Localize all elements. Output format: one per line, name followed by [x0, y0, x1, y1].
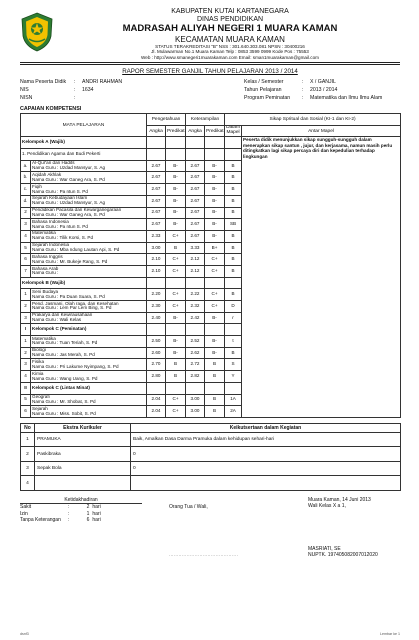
pengetahuan-predikat: C+ — [166, 265, 186, 277]
keterampilan-angka: 2.67 — [186, 160, 205, 172]
subject-cell — [31, 301, 147, 313]
extra-description: Baik, Amalkan Dasa Darma Pramuka dalam kehidupan sehari-hari — [131, 432, 401, 447]
empty-cell — [166, 382, 186, 394]
subject-name: Sejarah Indonesia — [32, 242, 70, 248]
attendance-unit: hari — [92, 510, 101, 517]
class-label: Kelas / Semester — [244, 79, 284, 86]
extra-number: 1 — [21, 432, 35, 447]
pengetahuan-angka: 2.33 — [147, 230, 166, 242]
teacher-name: Nama Guru : Pa ntun S. Pd — [32, 188, 88, 194]
pengetahuan-predikat: C+ — [166, 254, 186, 266]
student-name-label: Nama Peserta Didik — [20, 79, 67, 86]
keterampilan-predikat: B — [205, 359, 225, 371]
group-title: Kelompok A (Wajib) — [21, 137, 147, 149]
pengetahuan-predikat: B — [166, 371, 186, 383]
pengetahuan-predikat: C+ — [166, 406, 186, 418]
subject-cell — [31, 195, 147, 207]
empty-cell — [225, 382, 242, 394]
sikap-dalam-mapel: SB — [225, 219, 242, 231]
subject-cell — [31, 289, 147, 301]
extra-number: 4 — [21, 476, 35, 491]
keterampilan-predikat: B- — [205, 347, 225, 359]
school-name: MADRASAH ALIYAH NEGERI 1 MUARA KAMAN — [122, 23, 338, 35]
subject-cell — [31, 336, 147, 348]
report-title: RAPOR SEMESTER GANJIL TAHUN PELAJARAN 2013 / 2014 — [122, 68, 298, 76]
empty-cell — [166, 137, 186, 149]
teacher-name: Nama Guru : Miss. Sobit, S. Pd — [32, 410, 96, 416]
keterampilan-angka: 3.00 — [186, 394, 205, 406]
header-dalam-mapel: Dalam Mapel — [226, 125, 240, 136]
report-card-page — [20, 8, 400, 636]
keterampilan-angka: 2.12 — [186, 254, 205, 266]
header-predikat: Predikat — [205, 125, 225, 137]
teacher-name: Nama Guru : Mba ndung Lautan Api, S. Pd — [32, 246, 120, 252]
keterampilan-predikat: B- — [205, 336, 225, 348]
homeroom-nip: NUPTK. 197405082007012020 — [308, 552, 378, 559]
keterampilan-predikat: B- — [205, 160, 225, 172]
pengetahuan-predikat: B- — [166, 312, 186, 324]
teacher-name: Nama Guru : Jas Merah, S. Pd — [32, 352, 95, 358]
attendance-unit: hari — [92, 517, 101, 524]
pengetahuan-angka: 2.50 — [147, 336, 166, 348]
subject-cell — [31, 254, 147, 266]
group-title: Kelompok B (Wajib) — [21, 277, 147, 289]
sikap-dalam-mapel: B — [225, 347, 242, 359]
subject-name: Pend. Jasmani, Olah raga, dan Kesehatan — [32, 300, 119, 306]
sikap-dalam-mapel: 2A — [225, 406, 242, 418]
header-angka: Angka — [147, 125, 166, 137]
sikap-dalam-mapel: B — [225, 160, 242, 172]
keterampilan-predikat: B- — [205, 219, 225, 231]
footer-code: dsnf3 — [20, 632, 29, 636]
header-keterampilan: Keterampilan — [186, 114, 225, 126]
extra-number: 2 — [21, 447, 35, 462]
empty-cell — [147, 137, 166, 149]
nis-value: 1634 — [82, 87, 94, 94]
subject-name: Geografi — [32, 394, 50, 400]
class-value: X / GANJIL — [310, 79, 336, 86]
subject-name: Bahasa Indonesia — [32, 218, 69, 224]
subject-number: 5 — [21, 242, 31, 254]
group-title: Kelompok C (Lintas Minat) — [31, 382, 147, 394]
year-label: Tahun Pelajaran — [244, 87, 282, 94]
subject-cell — [31, 184, 147, 196]
pengetahuan-predikat: B- — [166, 160, 186, 172]
subgroup-title: 1. Pendidikan Agama dan Budi Pekerti — [21, 149, 147, 161]
subject-name: Bahasa Arab — [32, 265, 59, 271]
subject-number: 2 — [21, 347, 31, 359]
pengetahuan-predikat: B- — [166, 347, 186, 359]
keterampilan-predikat: B+ — [205, 242, 225, 254]
student-info: Nama Peserta Didik : ANDRI RAHMAN NIS : 1634 NISN : Kelas / Semester : X / GANJIL Tahun Pelajaran : 2013 / 2014 Program Peminatan : Matematika dan Ilmu Ilmu Alam — [20, 79, 383, 102]
subject-number: 6 — [21, 254, 31, 266]
header-angka: Angka — [186, 125, 205, 137]
subject-number: 4 — [21, 371, 31, 383]
pengetahuan-angka: 2.67 — [147, 219, 166, 231]
pengetahuan-predikat: B- — [166, 219, 186, 231]
subject-number: 3 — [21, 219, 31, 231]
attendance-unit: hari — [92, 503, 101, 510]
extracurricular-table — [20, 423, 401, 491]
attendance-row — [20, 504, 142, 511]
subject-name: Prakarya dan Kewirausahaan — [32, 312, 93, 318]
kukar-logo-icon — [20, 12, 54, 52]
group-row — [21, 137, 401, 149]
pengetahuan-angka: 3.00 — [147, 242, 166, 254]
subject-name: Matematika — [32, 335, 56, 341]
teacher-name: Nama Guru : War Ganeg Ara, S. Pd — [32, 176, 105, 182]
empty-cell — [225, 149, 242, 161]
empty-cell — [205, 137, 225, 149]
subject-number: d. — [21, 195, 31, 207]
subject-number: 6 — [21, 406, 31, 418]
subject-number: c. — [21, 184, 31, 196]
regency-name: KABUPATEN KUTAI KARTANEGARA — [171, 8, 289, 15]
keterampilan-angka: 2.67 — [186, 207, 205, 219]
teacher-name: Nama Guru : Pa ntun S. Pd — [32, 223, 88, 229]
keterampilan-predikat: C+ — [205, 301, 225, 313]
subject-cell — [31, 312, 147, 324]
sikap-dalam-mapel: r — [225, 312, 242, 324]
empty-cell — [166, 324, 186, 336]
attendance-row — [20, 517, 142, 524]
pengetahuan-angka: 2.20 — [147, 289, 166, 301]
subject-name: Matematika — [32, 230, 56, 236]
subject-cell — [31, 219, 147, 231]
teacher-name: Nama Guru : Lem Par Lem Bing, S. Pd — [32, 305, 112, 311]
keterampilan-angka: 2.62 — [186, 347, 205, 359]
teacher-name: Nama Guru : Tilik Korsi, S. Pd — [32, 235, 94, 241]
sikap-dalam-mapel: B — [225, 289, 242, 301]
teacher-name: Nama Guru : Pa Duan Suara, S. Pd — [32, 293, 105, 299]
header-pengetahuan: Pengetahuan — [147, 114, 186, 126]
subject-number: 1 — [21, 289, 31, 301]
keterampilan-predikat: B- — [205, 195, 225, 207]
keterampilan-predikat: B- — [205, 172, 225, 184]
sikap-dalam-mapel: B — [225, 265, 242, 277]
extra-description: 0 — [131, 447, 401, 462]
keterampilan-angka: 2.67 — [186, 195, 205, 207]
empty-cell — [166, 277, 186, 289]
sikap-dalam-mapel: B — [225, 195, 242, 207]
year-value: 2013 / 2014 — [310, 87, 338, 94]
extra-name: Sepak Bola — [35, 461, 131, 476]
empty-cell — [147, 149, 166, 161]
program-value: Matematika dan Ilmu Ilmu Alam — [310, 95, 383, 102]
pengetahuan-angka: 2.67 — [147, 172, 166, 184]
keterampilan-predikat: B — [205, 406, 225, 418]
extra-row — [21, 476, 401, 491]
footer-sheet: Lembar ke 1 — [380, 632, 400, 636]
empty-cell — [225, 277, 242, 289]
pengetahuan-predikat: B- — [166, 184, 186, 196]
extra-ket-header: Keikutsertaan dalam Kegiatan — [131, 423, 401, 432]
keterampilan-angka: 2.22 — [186, 289, 205, 301]
subject-cell — [31, 207, 147, 219]
subject-name: Aqidah Akhlak — [32, 172, 62, 178]
parent-signature-line: ........................................... — [169, 551, 239, 557]
empty-cell — [205, 324, 225, 336]
teacher-name: Nama Guru : Tuan Teriah, S. Pd — [32, 340, 98, 346]
subject-cell — [31, 371, 147, 383]
empty-cell — [186, 137, 205, 149]
pengetahuan-predikat: C+ — [166, 289, 186, 301]
pengetahuan-predikat: C+ — [166, 230, 186, 242]
school-web: Web : http://www.smanegeri1muarakaman.com Email: sman1muarakaman@gmail.com — [141, 54, 319, 60]
sikap-dalam-mapel: B — [225, 172, 242, 184]
subject-name: Biologi — [32, 347, 46, 353]
pengetahuan-angka: 2.67 — [147, 195, 166, 207]
teacher-name: Nama Guru : Uzdad Mansyur, S. Ag — [32, 165, 106, 171]
keterampilan-predikat: B- — [205, 230, 225, 242]
subject-cell — [31, 242, 147, 254]
attendance-title: Ketidakhadiran — [20, 497, 142, 504]
teacher-name: Nama Guru : — [32, 270, 59, 276]
keterampilan-predikat: C+ — [205, 265, 225, 277]
pengetahuan-predikat: B- — [166, 172, 186, 184]
extra-row — [21, 432, 401, 447]
pengetahuan-angka: 2.40 — [147, 312, 166, 324]
keterampilan-predikat: C+ — [205, 289, 225, 301]
attendance-label: Izin — [20, 510, 28, 517]
pengetahuan-predikat: B- — [166, 195, 186, 207]
student-name: ANDRI RAHMAN — [82, 79, 123, 86]
subject-number: 3 — [21, 359, 31, 371]
subject-name: Kimia — [32, 370, 44, 376]
keterampilan-angka: 2.82 — [186, 371, 205, 383]
keterampilan-angka: 2.72 — [186, 359, 205, 371]
keterampilan-angka: 3.33 — [186, 242, 205, 254]
keterampilan-predikat: B- — [205, 184, 225, 196]
homeroom-signature — [308, 497, 378, 559]
teacher-name: Nama Guru : Pri Lakume Nyimpang, S. Pd — [32, 363, 119, 369]
subject-number: 2 — [21, 207, 31, 219]
header-predikat: Predikat — [166, 125, 186, 137]
extra-row — [21, 461, 401, 476]
subject-name: Pendidikan Pacasila dan Kewarganegaraan — [32, 207, 122, 213]
subject-name: Fiqih — [32, 183, 42, 189]
subject-cell — [31, 394, 147, 406]
pengetahuan-predikat: B — [166, 242, 186, 254]
extra-name — [35, 476, 131, 491]
header-antar-mapel: Antar Mapel — [242, 125, 401, 137]
empty-cell — [205, 382, 225, 394]
empty-cell — [166, 149, 186, 161]
subject-cell — [31, 172, 147, 184]
pengetahuan-angka: 2.80 — [147, 371, 166, 383]
header-sikap: Sikap Spritual dan Sosial (KI-1 dan KI-2) — [225, 114, 401, 126]
keterampilan-angka: 2.67 — [186, 172, 205, 184]
attendance-colon: : — [68, 510, 70, 517]
pengetahuan-predikat: B- — [166, 336, 186, 348]
pengetahuan-angka: 2.04 — [147, 394, 166, 406]
empty-cell — [205, 149, 225, 161]
attendance-colon: : — [68, 503, 70, 510]
agency-name: DINAS PENDIDIKAN — [196, 16, 264, 24]
extra-no-header: No — [21, 423, 35, 432]
nisn-label: NISN — [20, 95, 33, 102]
teacher-name: Nama Guru : Uzdad Mansyur, S. Ag — [32, 200, 106, 206]
keterampilan-predikat: B — [205, 371, 225, 383]
subject-number: 2 — [21, 301, 31, 313]
sikap-dalam-mapel: 1A — [225, 394, 242, 406]
empty-cell — [186, 382, 205, 394]
sikap-dalam-mapel: B — [225, 254, 242, 266]
pengetahuan-predikat: C+ — [166, 301, 186, 313]
homeroom-name: MASRIATI, SE — [308, 545, 341, 552]
pengetahuan-angka: 2.70 — [147, 359, 166, 371]
school-status: STATUS TERAKREDITASI "B" NSS : 301.640.303.081 NPSN : 30400216 — [155, 44, 305, 50]
teacher-name: Nama Guru : Mr. Shobat, S. Pd — [32, 398, 96, 404]
keterampilan-angka: 2.67 — [186, 230, 205, 242]
sikap-dalam-mapel: B — [225, 242, 242, 254]
keterampilan-angka: 2.67 — [186, 219, 205, 231]
empty-cell — [186, 324, 205, 336]
subject-name: Bahasa Inggris — [32, 253, 63, 259]
teacher-name: Nama Guru : War Ganeg Ara, S. Pd — [32, 211, 105, 217]
capaian-title: CAPAIAN KOMPETENSI — [20, 106, 82, 113]
extra-number: 3 — [21, 461, 35, 476]
pengetahuan-angka: 2.10 — [147, 265, 166, 277]
empty-cell — [147, 382, 166, 394]
nis-label: NIS — [20, 87, 29, 94]
pengetahuan-angka: 2.67 — [147, 160, 166, 172]
subject-number: 3 — [21, 312, 31, 324]
pengetahuan-predikat: C+ — [166, 394, 186, 406]
subject-number: 1 — [21, 336, 31, 348]
header-subject: MATA PELAJARAN — [21, 114, 147, 137]
subject-name: Al-Qur'an dan Hadits — [32, 160, 75, 166]
attendance-colon: : — [68, 517, 70, 524]
teacher-name: Nama Guru : Mr. Bukeje Rang, S. Pd — [32, 258, 108, 264]
extra-row — [21, 447, 401, 462]
parent-label: Orang Tua / Wali, — [169, 503, 208, 510]
sikap-dalam-mapel: S — [225, 359, 242, 371]
empty-cell — [147, 324, 166, 336]
subject-name: Sejarah — [32, 405, 48, 411]
teacher-name: Nama Guru : Wali Kelas — [32, 317, 82, 323]
school-address: Jl. Mulawarman No.1 Muara Kaman Telp : 0853 3599 0999 Kode Pos : 75553 — [151, 49, 309, 55]
school-header — [60, 8, 400, 60]
group-number: II — [21, 382, 31, 394]
subject-cell — [31, 265, 147, 277]
sikap-dalam-mapel: Y — [225, 371, 242, 383]
program-label: Program Peminatan — [244, 95, 291, 102]
subject-number: 7 — [21, 265, 31, 277]
sikap-dalam-mapel: B — [225, 230, 242, 242]
attendance-label: Sakit — [20, 503, 32, 510]
attendance-label: Tanpa Keterangan — [20, 517, 61, 524]
keterampilan-angka: 2.67 — [186, 184, 205, 196]
grades-table — [20, 113, 401, 418]
sikap-dalam-mapel: D — [225, 301, 242, 313]
extra-name: PRAMUKA — [35, 432, 131, 447]
page-footer — [20, 632, 400, 636]
sikap-note: Peserta didik menunjukkan sikap sungguh-sungguh dalam menerapkan sikap santun , jujur, dan kerjasama, namun masih perlu ditingkatkan lagi sikap percaya diri dan kepedulian terhadap lingkungan — [242, 137, 401, 418]
keterampilan-predikat: B- — [205, 312, 225, 324]
pengetahuan-angka: 2.60 — [147, 347, 166, 359]
keterampilan-predikat: B- — [205, 207, 225, 219]
subject-name: Sejarah Kebudayaan Islam — [32, 195, 88, 201]
attendance-box — [20, 497, 142, 524]
subject-cell — [31, 406, 147, 418]
attendance-value: 6 — [86, 517, 90, 524]
homeroom-role: Wali Kelas X a 1, — [308, 503, 346, 510]
group-title: Kelompok C (Peminatan) — [31, 324, 147, 336]
empty-cell — [147, 277, 166, 289]
empty-cell — [225, 137, 242, 149]
extra-name-header: Ekstra Kurikuler — [35, 423, 131, 432]
group-number: I — [21, 324, 31, 336]
pengetahuan-angka: 2.30 — [147, 301, 166, 313]
sikap-dalam-mapel: t — [225, 336, 242, 348]
pengetahuan-predikat: B- — [166, 207, 186, 219]
keterampilan-predikat: C+ — [205, 254, 225, 266]
subject-name: Fisika — [32, 359, 44, 365]
report-footer — [20, 497, 400, 577]
keterampilan-predikat: B — [205, 394, 225, 406]
extra-description: 0 — [131, 461, 401, 476]
keterampilan-angka: 2.42 — [186, 312, 205, 324]
subject-cell — [31, 230, 147, 242]
subject-cell — [31, 160, 147, 172]
attendance-value: 1 — [86, 510, 90, 517]
empty-cell — [205, 277, 225, 289]
sikap-dalam-mapel: B — [225, 184, 242, 196]
attendance-value: 2 — [86, 503, 90, 510]
empty-cell — [186, 277, 205, 289]
keterampilan-angka: 3.00 — [186, 406, 205, 418]
subject-cell — [31, 347, 147, 359]
sikap-dalam-mapel: B — [225, 207, 242, 219]
subject-name: Seni Budaya — [32, 288, 59, 294]
subject-number: 4 — [21, 230, 31, 242]
pengetahuan-angka: 2.67 — [147, 184, 166, 196]
empty-cell — [186, 149, 205, 161]
parent-signature — [169, 504, 238, 557]
pengetahuan-angka: 2.10 — [147, 254, 166, 266]
pengetahuan-angka: 2.67 — [147, 207, 166, 219]
place-date: Muara Kaman, 14 Juni 2013 — [308, 496, 371, 503]
district-name: KECAMATAN MUARA KAMAN — [175, 35, 285, 45]
empty-cell — [225, 324, 242, 336]
pengetahuan-predikat: B — [166, 359, 186, 371]
subject-cell — [31, 359, 147, 371]
subject-number: b. — [21, 172, 31, 184]
subject-number: 5 — [21, 394, 31, 406]
subject-number: a. — [21, 160, 31, 172]
header-divider — [20, 62, 400, 65]
teacher-name: Nama Guru : Wang Uang, S. Pd — [32, 375, 98, 381]
keterampilan-angka: 2.12 — [186, 265, 205, 277]
attendance-row — [20, 511, 142, 518]
keterampilan-angka: 2.52 — [186, 336, 205, 348]
extra-description — [131, 476, 401, 491]
pengetahuan-angka: 2.04 — [147, 406, 166, 418]
extra-name: Paskibraka — [35, 447, 131, 462]
keterampilan-angka: 2.32 — [186, 301, 205, 313]
